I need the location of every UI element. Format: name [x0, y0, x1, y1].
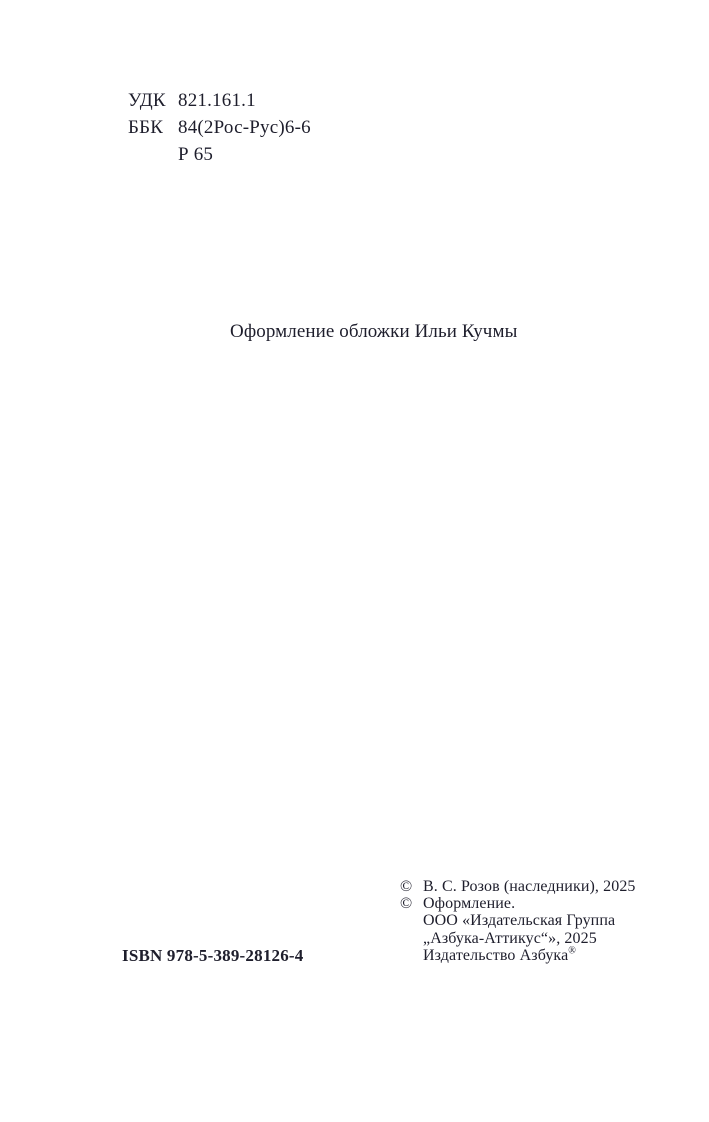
copyright-text — [423, 947, 576, 964]
registered-trademark-icon: ® — [568, 945, 576, 957]
bbk-row — [128, 114, 311, 141]
bbk-label: ББК — [128, 117, 164, 138]
copyright-text: ООО «Издательская Группа — [423, 912, 616, 930]
copyright-line-publisher-group — [400, 912, 636, 929]
udk-row — [128, 87, 311, 114]
bbk-value: 84(2Рос-Рус)6-6 — [178, 117, 311, 138]
publisher-name: Издательство Азбука — [423, 946, 569, 964]
copyright-block — [400, 878, 636, 964]
author-sign-row — [128, 141, 311, 168]
author-sign-label — [128, 141, 178, 168]
copyright-line-publisher — [400, 947, 636, 964]
copyright-symbol — [400, 947, 423, 964]
udk-value: 821.161.1 — [178, 90, 256, 111]
copyright-symbol: © — [400, 878, 413, 895]
copyright-line-author — [400, 878, 636, 895]
copyright-text: Оформление. — [423, 895, 516, 913]
udk-label: УДК — [128, 90, 166, 111]
classification-block — [128, 87, 311, 168]
copyright-symbol — [400, 912, 423, 929]
copyright-line-design — [400, 895, 636, 912]
isbn-text: ISBN 978-5-389-28126-4 — [122, 946, 304, 965]
author-sign-value: Р 65 — [178, 144, 214, 165]
copyright-text: В. С. Розов (наследники), 2025 — [423, 878, 636, 895]
copyright-text: „Азбука-Аттикус“», 2025 — [423, 929, 597, 947]
copyright-line-publisher-group-2 — [400, 930, 636, 947]
copyright-symbol — [400, 930, 423, 947]
cover-design-credit: Оформление обложки Ильи Кучмы — [230, 321, 518, 342]
copyright-symbol: © — [400, 895, 413, 913]
